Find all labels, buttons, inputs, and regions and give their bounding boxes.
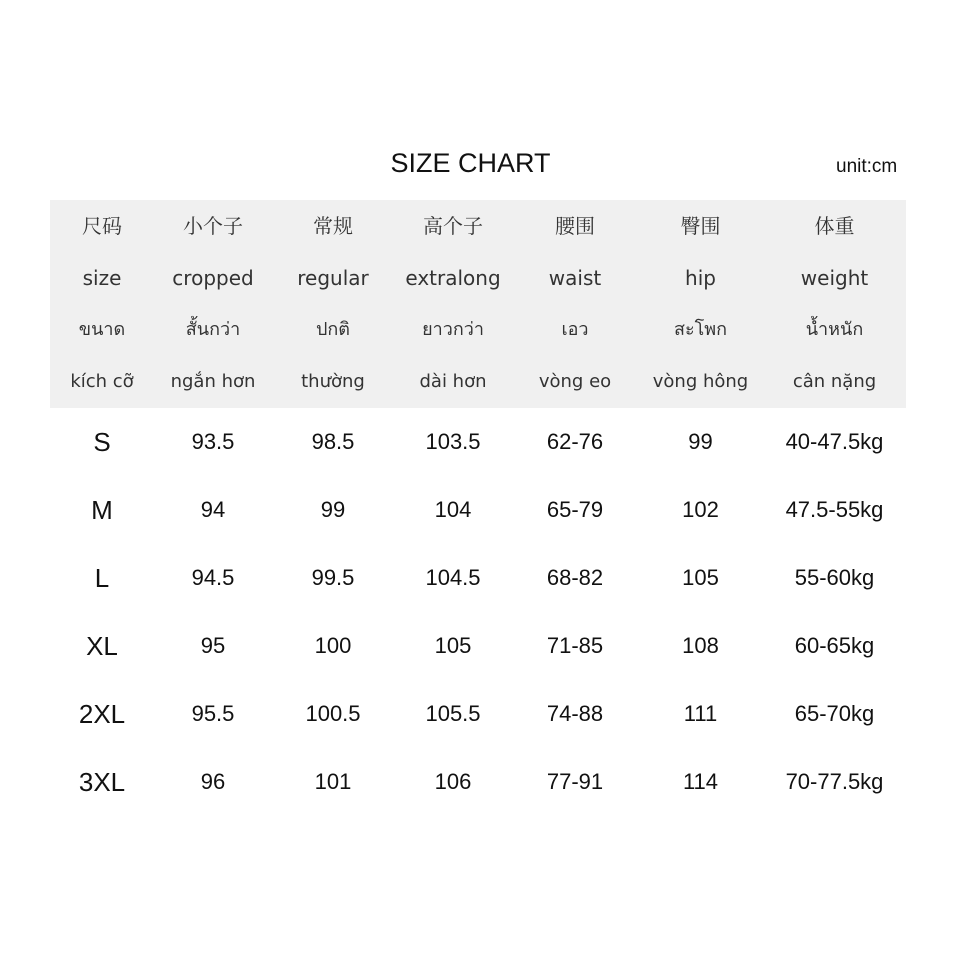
- header-cell: ขนาด: [78, 319, 126, 340]
- header-cell: regular: [297, 266, 369, 290]
- table-cell: 70-77.5kg: [785, 769, 884, 794]
- unit-label: unit:cm: [836, 156, 898, 177]
- header-row: [50, 356, 906, 408]
- table-cell: 74-88: [546, 701, 604, 726]
- table-cell: 65-79: [546, 497, 604, 522]
- header-cell: cân nặng: [792, 371, 877, 392]
- header-cell: extralong: [405, 266, 501, 290]
- table-cell: 99.5: [311, 565, 355, 590]
- header-cell: 腰围: [555, 214, 595, 238]
- table-cell: 105.5: [425, 701, 481, 726]
- table-row: [50, 748, 906, 816]
- table-cell: 99: [320, 497, 346, 522]
- table-cell: 108: [682, 633, 719, 658]
- header-cell: สะโพก: [673, 319, 728, 340]
- header-row: [50, 200, 906, 252]
- table-cell: 104: [434, 497, 472, 522]
- table-row: [50, 408, 906, 476]
- table-cell: 114: [682, 769, 719, 794]
- table-cell: 71-85: [546, 633, 604, 658]
- table-cell: 55-60kg: [794, 565, 875, 590]
- size-label-cell: 2XL: [78, 699, 126, 729]
- table-row: [50, 476, 906, 544]
- header-cell: 尺码: [82, 214, 122, 238]
- header-cell: vòng hông: [652, 371, 749, 392]
- table-cell: 65-70kg: [794, 701, 875, 726]
- header-cell: 小个子: [183, 214, 243, 238]
- header-row: [50, 252, 906, 304]
- table-cell: 98.5: [311, 429, 355, 454]
- header-cell: สั้นกว่า: [185, 319, 241, 340]
- header-cell: weight: [800, 266, 869, 290]
- table-row: [50, 612, 906, 680]
- header-row: [50, 304, 906, 356]
- header-cell: hip: [685, 266, 716, 290]
- table-cell: 40-47.5kg: [785, 429, 884, 454]
- header-cell: 体重: [814, 214, 855, 238]
- table-row: [50, 680, 906, 748]
- header-cell: น้ำหนัก: [805, 319, 864, 340]
- table-cell: 100: [314, 633, 352, 658]
- table-cell: 111: [683, 701, 718, 726]
- table-cell: 103.5: [425, 429, 481, 454]
- header-cell: ngắn hơn: [170, 371, 256, 392]
- size-label-cell: S: [93, 427, 111, 457]
- size-label-cell: L: [94, 563, 110, 593]
- table-cell: 106: [434, 769, 472, 794]
- header-cell: vòng eo: [538, 371, 612, 392]
- table-row: [50, 544, 906, 612]
- header-cell: 臀围: [680, 214, 721, 238]
- header-cell: เอว: [561, 319, 589, 340]
- size-label-cell: XL: [86, 631, 118, 661]
- table-cell: 94: [200, 497, 226, 522]
- table-cell: 60-65kg: [794, 633, 875, 658]
- table-cell: 68-82: [546, 565, 604, 590]
- table-cell: 93.5: [191, 429, 235, 454]
- table-cell: 99: [688, 429, 713, 454]
- table-cell: 105: [434, 633, 472, 658]
- header-cell: 常规: [313, 214, 353, 238]
- header-cell: kích cỡ: [70, 371, 134, 392]
- table-cell: 77-91: [546, 769, 604, 794]
- table-cell: 94.5: [191, 565, 235, 590]
- table-cell: 100.5: [305, 701, 361, 726]
- header-cell: cropped: [172, 266, 254, 290]
- header-cell: dài hơn: [419, 371, 487, 392]
- size-label-cell: M: [91, 495, 113, 525]
- header-cell: waist: [548, 266, 602, 290]
- header-cell: thường: [301, 371, 365, 392]
- table-cell: 95.5: [191, 701, 235, 726]
- table-cell: 47.5-55kg: [785, 497, 884, 522]
- header-cell: size: [82, 266, 122, 290]
- table-cell: 62-76: [546, 429, 604, 454]
- table-cell: 95: [200, 633, 226, 658]
- table-cell: 101: [314, 769, 352, 794]
- table-cell: 102: [682, 497, 719, 522]
- header-cell: ปกติ: [315, 319, 350, 340]
- chart-title: SIZE CHART: [390, 148, 551, 178]
- table-cell: 105: [682, 565, 719, 590]
- table-cell: 104.5: [425, 565, 481, 590]
- header-cell: 高个子: [423, 214, 483, 238]
- size-label-cell: 3XL: [78, 767, 126, 797]
- table-cell: 96: [200, 769, 226, 794]
- header-cell: ยาวกว่า: [422, 319, 484, 340]
